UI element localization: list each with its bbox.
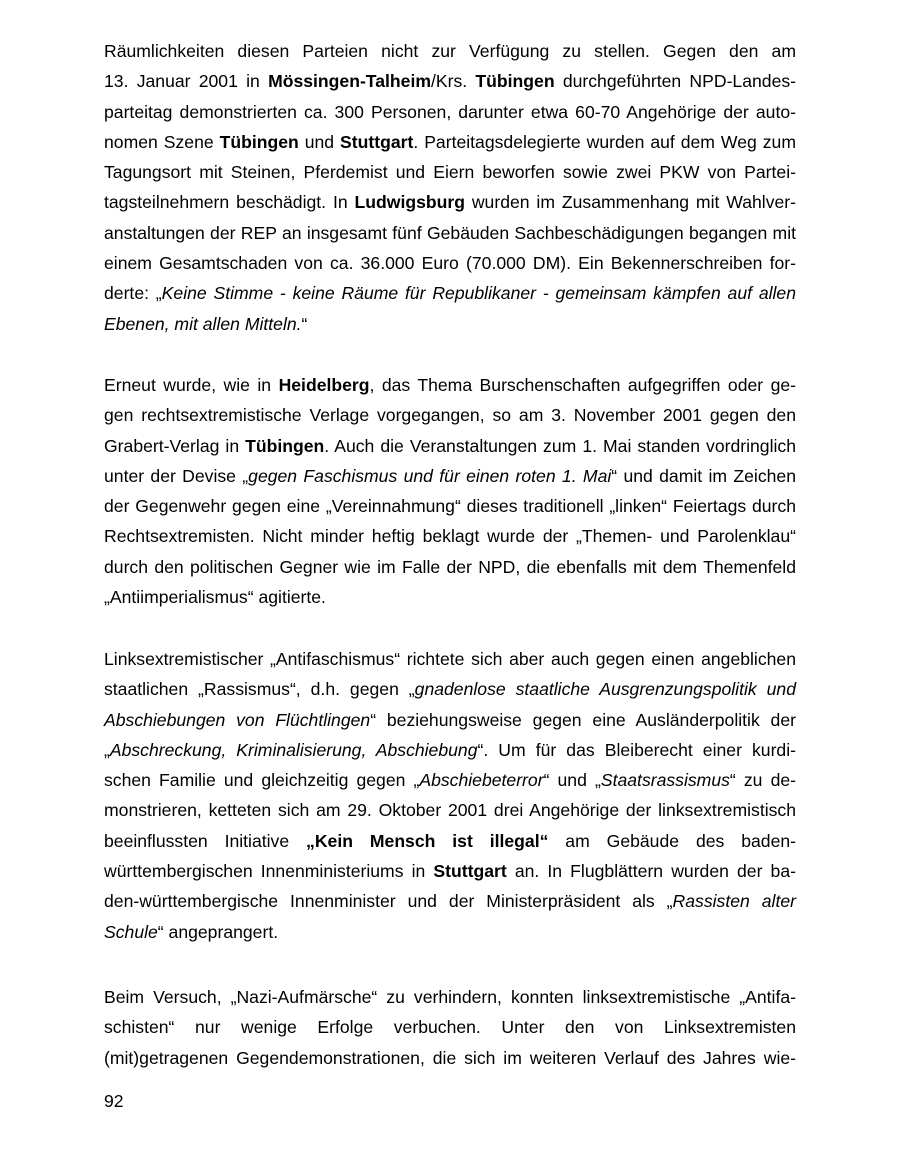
paragraph-3: [104, 644, 796, 947]
text-segment: “ zu de-: [729, 770, 797, 791]
text-segment: “ und damit im Zeichen: [611, 465, 796, 486]
text-line: [104, 370, 796, 400]
text-segment: durchgeführten NPD-Landes-: [554, 71, 797, 92]
italic-text: Abschiebungen von Flüchtlingen: [104, 709, 371, 730]
text-line: [104, 856, 796, 886]
text-segment: Grabert-Verlag in: [104, 435, 246, 456]
text-segment: nomen Szene: [104, 131, 220, 152]
text-segment: staatlichen „Rassismus“, d.h. gegen „: [104, 679, 415, 700]
paragraph-4: [104, 982, 796, 1073]
text-segment: den-württembergische Innenminister und der Ministerpräsident als „: [104, 891, 673, 912]
bold-text: Tübingen: [475, 71, 555, 92]
text-line: [104, 431, 796, 461]
bold-text: Ludwigsburg: [354, 192, 465, 213]
text-line: [104, 582, 796, 612]
text-segment: einem Gesamtschaden von ca. 36.000 Euro (70.000 DM). Ein Bekennerschreiben for-: [104, 253, 796, 274]
text-line: [104, 1043, 796, 1073]
italic-text: Staatsrassismus: [600, 770, 730, 791]
text-segment: „Antiimperialismus“ agitierte.: [104, 587, 326, 608]
bold-text: Stuttgart: [433, 861, 507, 882]
text-segment: gen rechtsextremistische Verlage vorgegangen, so am 3. November 2001 gegen den: [104, 405, 796, 426]
bold-text: Tübingen: [245, 435, 325, 456]
text-line: [104, 97, 796, 127]
text-segment: schisten“ nur wenige Erfolge verbuchen. Unter den von Linksextremisten: [104, 1017, 796, 1038]
text-segment: unter der Devise „: [104, 465, 249, 486]
text-line: [104, 735, 796, 765]
page-number: 92: [104, 1091, 124, 1111]
text-segment: “ und „: [543, 770, 601, 791]
text-segment: am Gebäude des baden-: [548, 830, 796, 851]
text-segment: . Parteitagsdelegierte wurden auf dem Weg zum: [413, 131, 796, 152]
text-segment: schen Familie und gleichzeitig gegen „: [104, 770, 420, 791]
text-line: [104, 66, 796, 96]
text-segment: Linksextremistischer „Antifaschismus“ richtete sich aber auch gegen einen angeblichen: [104, 649, 796, 669]
text-segment: der Gegenwehr gegen eine „Vereinnahmung“ dieses traditionell „linken“ Feiertags durch: [104, 496, 796, 517]
text-line: [104, 157, 796, 187]
italic-text: Rassisten alter: [672, 891, 796, 912]
text-segment: derte: „: [104, 283, 162, 304]
italic-text: gegen Faschismus und für einen roten 1. Mai: [248, 465, 612, 486]
text-line: [104, 1012, 796, 1042]
text-segment: monstrieren, ketteten sich am 29. Oktober 2001 drei Angehörige der linksextremistisch: [104, 800, 796, 821]
text-segment: durch den politischen Gegner wie im Falle der NPD, die ebenfalls mit dem Themenfeld: [104, 556, 796, 577]
text-line: [104, 248, 796, 278]
text-line: [104, 309, 796, 339]
text-segment: parteitag demonstrierten ca. 300 Personen, darunter etwa 60-70 Angehörige der auto-: [104, 101, 796, 122]
text-line: [104, 218, 796, 248]
text-segment: “ angeprangert.: [157, 921, 279, 942]
text-line: [104, 795, 796, 825]
text-line: [104, 886, 796, 916]
text-line: [104, 36, 796, 66]
bold-text: Stuttgart: [340, 131, 414, 152]
text-segment: und: [298, 131, 341, 152]
text-segment: tagsteilnehmern beschädigt. In: [104, 192, 355, 213]
text-segment: /Krs.: [431, 71, 476, 92]
text-line: [104, 127, 796, 157]
italic-text: Keine Stimme - keine Räume für Republikaner - gemeinsam kämpfen auf allen: [161, 283, 796, 304]
text-segment: “: [301, 313, 308, 334]
text-segment: , das Thema Burschenschaften aufgegriffen oder ge-: [369, 375, 797, 395]
text-segment: an. In Flugblättern wurden der ba-: [506, 861, 796, 882]
text-segment: anstaltungen der REP an insgesamt fünf Gebäuden Sachbeschädigungen begangen mit: [104, 222, 796, 243]
text-line: [104, 917, 796, 947]
italic-text: Schule: [104, 921, 158, 942]
text-line: [104, 826, 796, 856]
text-segment: beeinflussten Initiative: [104, 830, 307, 851]
text-line: [104, 461, 796, 491]
text-line: [104, 552, 796, 582]
text-line: [104, 400, 796, 430]
text-line: [104, 491, 796, 521]
text-segment: (mit)getragenen Gegendemonstrationen, die sich im weiteren Verlauf des Jahres wie-: [104, 1047, 796, 1068]
bold-text: Heidelberg: [278, 375, 370, 395]
text-segment: “. Um für das Bleiberecht einer kurdi-: [477, 739, 796, 760]
italic-text: Abschreckung, Kriminalisierung, Abschiebung: [109, 739, 478, 760]
bold-text: „Kein Mensch ist illegal“: [306, 830, 549, 851]
text-segment: Beim Versuch, „Nazi-Aufmärsche“ zu verhindern, konnten linksextremistische „Antifa-: [104, 987, 796, 1007]
text-line: [104, 674, 796, 704]
paragraph-2: [104, 370, 796, 612]
text-line: [104, 187, 796, 217]
bold-text: Tübingen: [219, 131, 299, 152]
italic-text: gnadenlose staatliche Ausgrenzungspolitik und: [414, 679, 796, 700]
bold-text: Mössingen-Talheim: [268, 71, 431, 92]
text-segment: wurden im Zusammenhang mit Wahlver-: [464, 192, 796, 213]
text-segment: württembergischen Innenministeriums in: [104, 861, 434, 882]
text-segment: . Auch die Veranstaltungen zum 1. Mai standen vordringlich: [324, 435, 796, 456]
text-segment: Tagungsort mit Steinen, Pferdemist und Eiern beworfen sowie zwei PKW von Partei-: [104, 162, 796, 183]
italic-text: Abschiebeterror: [419, 770, 544, 791]
text-segment: Räumlichkeiten diesen Parteien nicht zur Verfügung zu stellen. Gegen den am: [104, 41, 796, 61]
text-line: [104, 765, 796, 795]
text-segment: „: [104, 739, 110, 760]
text-segment: “ beziehungsweise gegen eine Ausländerpolitik der: [370, 709, 796, 730]
text-segment: 13. Januar 2001 in: [104, 71, 269, 92]
text-line: [104, 521, 796, 551]
text-segment: Erneut wurde, wie in: [104, 375, 279, 395]
italic-text: Ebenen, mit allen Mitteln.: [104, 313, 302, 334]
text-line: [104, 705, 796, 735]
text-line: [104, 982, 796, 1012]
text-segment: Rechtsextremisten. Nicht minder heftig beklagt wurde der „Themen- und Parolenklau“: [104, 526, 796, 547]
paragraph-1: [104, 36, 796, 339]
text-line: [104, 278, 796, 308]
text-line: [104, 644, 796, 674]
